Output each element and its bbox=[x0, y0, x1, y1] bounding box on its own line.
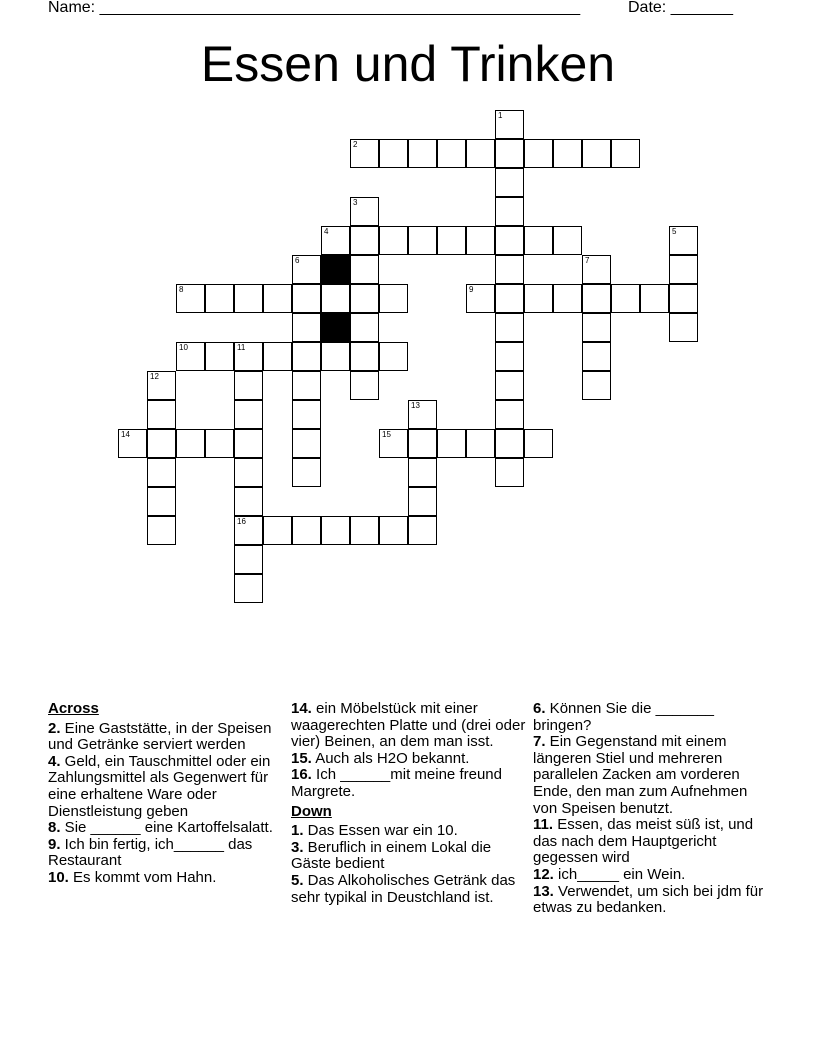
grid-cell[interactable] bbox=[611, 284, 640, 313]
grid-cell[interactable] bbox=[350, 371, 379, 400]
clue-item bbox=[291, 840, 531, 873]
grid-cell[interactable] bbox=[553, 226, 582, 255]
clue-text: Ein Gegenstand mit einem längeren Stiel und mehreren parallelen Zacken am vorderen Ende, den man zum Aufnehmen von Speisen benutzt. bbox=[533, 733, 748, 817]
grid-cell[interactable] bbox=[582, 313, 611, 342]
grid-cell[interactable] bbox=[495, 226, 524, 255]
grid-cell[interactable] bbox=[524, 284, 553, 313]
grid-block bbox=[321, 313, 350, 342]
grid-cell[interactable] bbox=[495, 255, 524, 284]
clue-text: Verwendet, um sich bei jdm für etwas zu bedanken. bbox=[533, 882, 764, 917]
grid-cell[interactable] bbox=[263, 284, 292, 313]
clue-label: 1. bbox=[291, 822, 304, 840]
grid-cell[interactable] bbox=[582, 284, 611, 313]
grid-cell[interactable] bbox=[350, 139, 379, 168]
grid-cell[interactable] bbox=[350, 342, 379, 371]
grid-cell[interactable] bbox=[495, 197, 524, 226]
clue-number: 16 bbox=[237, 517, 246, 526]
grid-cell[interactable] bbox=[118, 429, 147, 458]
clue-item bbox=[291, 751, 531, 768]
clue-item bbox=[48, 837, 288, 870]
grid-cell[interactable] bbox=[379, 284, 408, 313]
clue-number: 6 bbox=[295, 256, 300, 265]
grid-cell[interactable] bbox=[437, 139, 466, 168]
grid-cell[interactable] bbox=[176, 342, 205, 371]
grid-cell[interactable] bbox=[669, 313, 698, 342]
clue-text: Beruflich in einem Lokal die Gäste bedient bbox=[291, 838, 492, 873]
grid-cell[interactable] bbox=[495, 371, 524, 400]
clue-column-1 bbox=[48, 701, 288, 887]
clue-label: 11. bbox=[533, 816, 554, 834]
grid-cell[interactable] bbox=[408, 429, 437, 458]
grid-cell[interactable] bbox=[408, 400, 437, 429]
grid-cell[interactable] bbox=[292, 516, 321, 545]
clue-label: 8. bbox=[48, 819, 61, 837]
grid-cell[interactable] bbox=[234, 429, 263, 458]
grid-cell[interactable] bbox=[495, 110, 524, 139]
clue-item bbox=[533, 734, 773, 817]
grid-cell[interactable] bbox=[640, 284, 669, 313]
clue-number: 7 bbox=[585, 256, 590, 265]
clue-number: 14 bbox=[121, 430, 130, 439]
clue-item bbox=[533, 701, 773, 734]
grid-cell[interactable] bbox=[379, 226, 408, 255]
grid-cell[interactable] bbox=[408, 487, 437, 516]
grid-cell[interactable] bbox=[495, 400, 524, 429]
grid-cell[interactable] bbox=[234, 574, 263, 603]
clue-number: 1 bbox=[498, 111, 503, 120]
section-heading: Across bbox=[48, 700, 99, 717]
grid-cell[interactable] bbox=[350, 313, 379, 342]
clue-number: 15 bbox=[382, 430, 391, 439]
grid-cell[interactable] bbox=[350, 255, 379, 284]
clue-text: Geld, ein Tauschmittel oder ein Zahlungsmittel als Gegenwert für eine erhaltene Ware oder Dienstleistung geben bbox=[48, 752, 271, 820]
clue-text: Ich ______mit meine freund Margrete. bbox=[291, 766, 502, 800]
grid-cell[interactable] bbox=[321, 226, 350, 255]
clue-number: 3 bbox=[353, 198, 358, 207]
grid-cell[interactable] bbox=[437, 226, 466, 255]
grid-cell[interactable] bbox=[292, 313, 321, 342]
grid-cell[interactable] bbox=[205, 342, 234, 371]
grid-cell[interactable] bbox=[234, 400, 263, 429]
grid-cell[interactable] bbox=[147, 516, 176, 545]
clue-text: Es kommt vom Hahn. bbox=[68, 868, 217, 886]
grid-cell[interactable] bbox=[350, 197, 379, 226]
clue-item bbox=[48, 820, 288, 837]
grid-cell[interactable] bbox=[234, 516, 263, 545]
clue-label: 9. bbox=[48, 835, 61, 853]
grid-cell[interactable] bbox=[147, 371, 176, 400]
grid-cell[interactable] bbox=[292, 284, 321, 313]
clue-item bbox=[291, 873, 531, 906]
grid-cell[interactable] bbox=[321, 516, 350, 545]
clue-number: 8 bbox=[179, 285, 184, 294]
grid-cell[interactable] bbox=[234, 371, 263, 400]
grid-cell[interactable] bbox=[669, 255, 698, 284]
grid-cell[interactable] bbox=[582, 255, 611, 284]
clue-number: 2 bbox=[353, 140, 358, 149]
clue-number: 13 bbox=[411, 401, 420, 410]
grid-cell[interactable] bbox=[292, 429, 321, 458]
clue-column-3 bbox=[533, 701, 773, 917]
grid-cell[interactable] bbox=[147, 429, 176, 458]
clue-text: Das Essen war ein 10. bbox=[303, 822, 458, 840]
clue-label: 3. bbox=[291, 838, 304, 856]
grid-cell[interactable] bbox=[408, 226, 437, 255]
clue-number: 9 bbox=[469, 285, 474, 294]
grid-cell[interactable] bbox=[321, 284, 350, 313]
clue-item bbox=[48, 721, 288, 754]
name-field: Name: ______________________________________________________ bbox=[48, 0, 581, 16]
clue-label: 16. bbox=[291, 766, 312, 784]
clue-item bbox=[533, 867, 773, 884]
grid-cell[interactable] bbox=[147, 400, 176, 429]
grid-cell[interactable] bbox=[350, 284, 379, 313]
grid-cell[interactable] bbox=[495, 284, 524, 313]
grid-block bbox=[321, 255, 350, 284]
grid-cell[interactable] bbox=[582, 342, 611, 371]
puzzle-title: Essen und Trinken bbox=[200, 36, 616, 92]
clue-item bbox=[48, 754, 288, 820]
section-heading: Down bbox=[291, 802, 332, 820]
grid-cell[interactable] bbox=[176, 284, 205, 313]
grid-cell[interactable] bbox=[292, 458, 321, 487]
clue-label: 10. bbox=[48, 868, 69, 886]
grid-cell[interactable] bbox=[408, 516, 437, 545]
grid-cell[interactable] bbox=[234, 545, 263, 574]
grid-cell[interactable] bbox=[234, 284, 263, 313]
clue-label: 7. bbox=[533, 733, 546, 751]
clue-text: Eine Gaststätte, in der Speisen und Getränke serviert werden bbox=[48, 719, 272, 754]
grid-cell[interactable] bbox=[263, 342, 292, 371]
grid-cell[interactable] bbox=[147, 487, 176, 516]
grid-cell[interactable] bbox=[350, 226, 379, 255]
clue-number: 12 bbox=[150, 372, 159, 381]
grid-cell[interactable] bbox=[379, 516, 408, 545]
grid-cell[interactable] bbox=[466, 226, 495, 255]
clue-text: ein Möbelstück mit einer waagerechten Platte und (drei oder vier) Beinen, an dem man isst. bbox=[291, 700, 526, 751]
grid-cell[interactable] bbox=[292, 400, 321, 429]
date-field: Date: _______ bbox=[628, 0, 733, 16]
grid-cell[interactable] bbox=[611, 139, 640, 168]
grid-cell[interactable] bbox=[582, 139, 611, 168]
clue-item bbox=[291, 701, 531, 751]
clue-item bbox=[291, 823, 531, 840]
clue-text: Auch als H2O bekannt. bbox=[311, 749, 470, 767]
grid-cell[interactable] bbox=[408, 139, 437, 168]
grid-cell[interactable] bbox=[379, 139, 408, 168]
grid-cell[interactable] bbox=[495, 458, 524, 487]
clue-label: 5. bbox=[291, 871, 304, 889]
clue-label: 2. bbox=[48, 719, 61, 737]
clue-column-2 bbox=[291, 701, 531, 906]
grid-cell[interactable] bbox=[553, 284, 582, 313]
grid-cell[interactable] bbox=[234, 458, 263, 487]
grid-cell[interactable] bbox=[263, 516, 292, 545]
grid-cell[interactable] bbox=[466, 284, 495, 313]
clue-item bbox=[533, 817, 773, 867]
clue-text: Sie ______ eine Kartoffelsalatt. bbox=[60, 819, 273, 837]
grid-cell[interactable] bbox=[379, 342, 408, 371]
clue-label: 6. bbox=[533, 700, 546, 717]
grid-cell[interactable] bbox=[582, 371, 611, 400]
clue-text: Essen, das meist süß ist, und das nach dem Hauptgericht gegessen wird bbox=[533, 816, 754, 867]
grid-cell[interactable] bbox=[524, 139, 553, 168]
grid-cell[interactable] bbox=[321, 342, 350, 371]
grid-cell[interactable] bbox=[466, 429, 495, 458]
grid-cell[interactable] bbox=[466, 139, 495, 168]
clue-label: 14. bbox=[291, 700, 312, 717]
grid-cell[interactable] bbox=[350, 516, 379, 545]
grid-cell[interactable] bbox=[234, 487, 263, 516]
clue-label: 12. bbox=[533, 865, 554, 883]
grid-cell[interactable] bbox=[495, 342, 524, 371]
grid-cell[interactable] bbox=[669, 284, 698, 313]
clue-label: 4. bbox=[48, 752, 61, 770]
clue-number: 5 bbox=[672, 227, 677, 236]
clue-number: 11 bbox=[237, 343, 246, 352]
clue-item bbox=[291, 767, 531, 800]
grid-cell[interactable] bbox=[292, 255, 321, 284]
clue-label: 13. bbox=[533, 882, 554, 900]
grid-cell[interactable] bbox=[553, 139, 582, 168]
grid-cell[interactable] bbox=[495, 429, 524, 458]
grid-cell[interactable] bbox=[495, 168, 524, 197]
grid-cell[interactable] bbox=[292, 342, 321, 371]
grid-cell[interactable] bbox=[205, 284, 234, 313]
grid-cell[interactable] bbox=[495, 139, 524, 168]
grid-cell[interactable] bbox=[292, 371, 321, 400]
clue-text: Ich bin fertig, ich______ das Restaurant bbox=[48, 835, 253, 870]
clue-item bbox=[533, 884, 773, 917]
clue-label: 15. bbox=[291, 749, 312, 767]
grid-cell[interactable] bbox=[147, 458, 176, 487]
grid-cell[interactable] bbox=[205, 429, 234, 458]
grid-cell[interactable] bbox=[379, 429, 408, 458]
clue-number: 10 bbox=[179, 343, 188, 352]
grid-cell[interactable] bbox=[408, 458, 437, 487]
grid-cell[interactable] bbox=[176, 429, 205, 458]
clue-item bbox=[48, 870, 288, 887]
grid-cell[interactable] bbox=[495, 313, 524, 342]
clue-text: ich_____ ein Wein. bbox=[553, 865, 686, 883]
grid-cell[interactable] bbox=[524, 429, 553, 458]
grid-cell[interactable] bbox=[524, 226, 553, 255]
clue-number: 4 bbox=[324, 227, 329, 236]
grid-cell[interactable] bbox=[669, 226, 698, 255]
grid-cell[interactable] bbox=[234, 342, 263, 371]
clue-text: Können Sie die _______ bringen? bbox=[533, 700, 714, 734]
grid-cell[interactable] bbox=[437, 429, 466, 458]
clue-text: Das Alkoholisches Getränk das sehr typikal in Deustchland ist. bbox=[291, 871, 516, 906]
